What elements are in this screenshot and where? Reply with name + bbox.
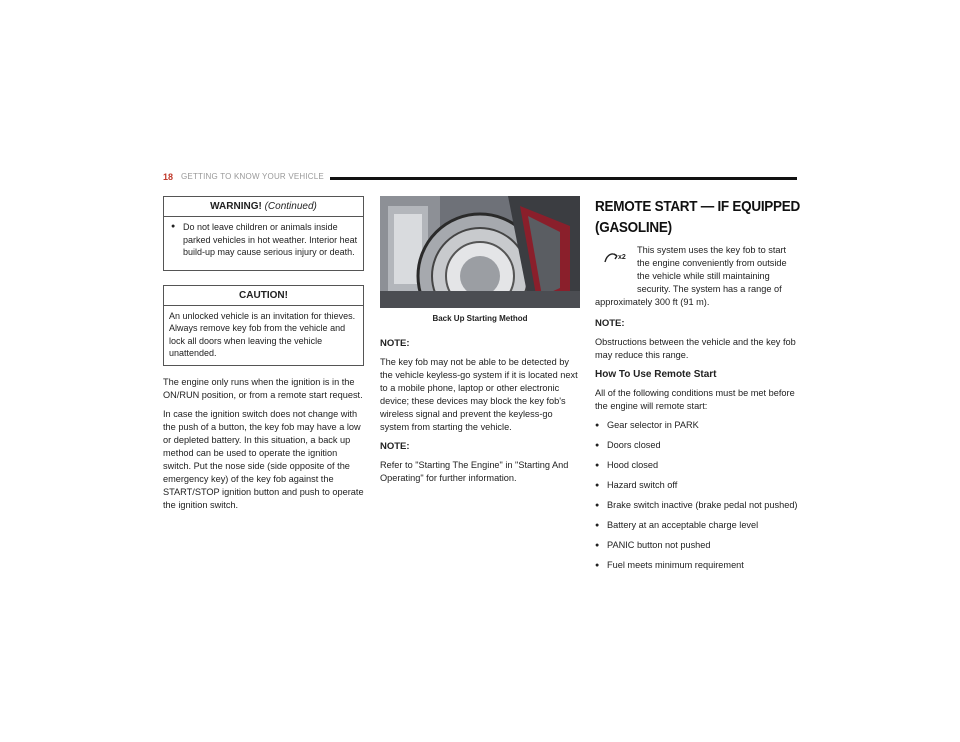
page-header <box>163 172 797 186</box>
note-label: NOTE: <box>595 318 625 329</box>
page-number: 18 <box>163 172 174 182</box>
middle-column <box>380 196 580 491</box>
section-title: REMOTE START — IF EQUIPPED (GASOLINE) <box>595 198 801 236</box>
caution-title: CAUTION! <box>239 289 288 301</box>
list-item: ● Brake switch inactive (brake pedal not pushed) <box>595 499 798 512</box>
caution-box <box>163 285 364 366</box>
conditions-intro: All of the following conditions must be met before the engine will remote start: <box>595 388 795 411</box>
caution-text: An unlocked vehicle is an invitation for thieves. Always remove key fob from the vehicle and lock all doors when leaving the vehicle unattended. <box>169 310 356 358</box>
list-item: ● Gear selector in PARK <box>595 419 798 432</box>
subheading: How To Use Remote Start <box>595 369 717 380</box>
right-column <box>595 196 801 579</box>
warning-header <box>164 197 363 217</box>
range-note-text: Obstructions between the vehicle and the key fob may reduce this range. <box>595 337 796 360</box>
note-label: NOTE: <box>380 441 410 452</box>
icon-label: x2 <box>618 254 626 261</box>
warning-title: WARNING! <box>210 201 262 212</box>
left-column <box>163 196 364 518</box>
warning-title-suffix: (Continued) <box>264 201 317 212</box>
backup-starting-illustration <box>380 196 580 308</box>
list-item: ● Hood closed <box>595 459 798 472</box>
backup-method-paragraph: In case the ignition switch does not change with the push of a button, the key fob may have a low or depleted battery. In this situation, a back up method can be used to operate the ignition switch. Put the nose side (side opposite of the emergency key) of the key fob against the START/STOP ignition button and push to operate the ignition switch. <box>163 408 364 510</box>
key-fob-double-press-icon <box>599 248 629 268</box>
conditions-list <box>595 419 798 572</box>
note-label: NOTE: <box>380 338 410 349</box>
header-rule <box>330 177 797 180</box>
warning-bullet: ● Do not leave children or animals inside parked vehicles in hot weather. Interior heat build-up may cause serious injury or death. <box>169 221 358 259</box>
list-item: ● Hazard switch off <box>595 479 798 492</box>
list-item: ● Battery at an acceptable charge level <box>595 519 798 532</box>
warning-box <box>163 196 364 271</box>
list-item: ● PANIC button not pushed <box>595 539 798 552</box>
keyless-note-text: The key fob may not be able to be detected by the vehicle keyless-go system if it is located next to a mobile phone, laptop or other electronic device; these devices may block the key fob's wireless signal and prevent the keyless-go system from starting the vehicle. <box>380 357 578 432</box>
image-caption: Back Up Starting Method <box>432 314 528 323</box>
remote-start-intro <box>595 244 798 296</box>
starting-reference-text: Refer to "Starting The Engine" in "Starting And Operating" for further information. <box>380 460 569 483</box>
list-item: ● Doors closed <box>595 439 798 452</box>
chapter-title: GETTING TO KNOW YOUR VEHICLE <box>181 172 324 181</box>
intro-text-tail: approximately 300 ft (91 m). <box>595 297 710 307</box>
list-item: ● Fuel meets minimum requirement <box>595 559 798 572</box>
backup-starting-image <box>380 196 580 308</box>
ignition-paragraph: The engine only runs when the ignition is in the ON/RUN position, or from a remote start request. <box>163 376 363 400</box>
intro-text: This system uses the key fob to start the engine conveniently from outside the vehicle while still maintaining security. The system has a range of <box>637 245 787 294</box>
